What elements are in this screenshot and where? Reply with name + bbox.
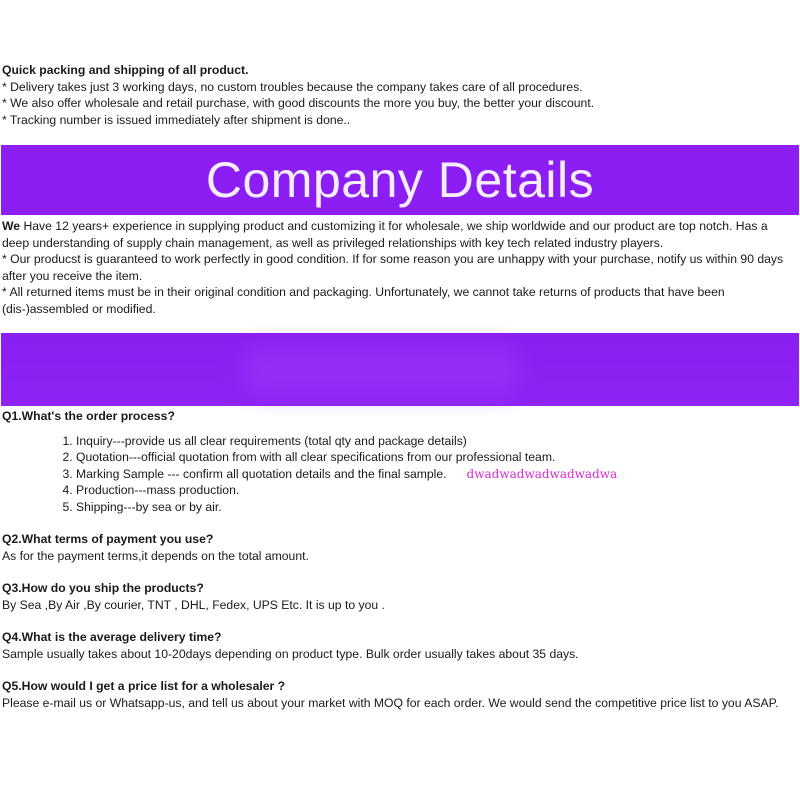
company-returns-paragraph: * All returned items must be in their original condition and packaging. Unfortunately, we cannot take returns of products that have been (dis-)assembled or modified. [2,285,725,316]
faq-item-shipping [2,580,798,613]
faq-item-price-list [2,678,798,711]
order-step-inquiry [76,433,798,450]
shipping-line-delivery: * Delivery takes just 3 working days, no custom troubles because the company takes care of all procedures. [2,79,583,94]
order-step-label: Quotation---official quotation from with all clear specifications from our professional team. [76,450,556,464]
order-step-label: Inquiry---provide us all clear requirements (total qty and package details) [76,433,467,448]
order-step-label: Production---mass production. [76,483,240,497]
faq-answer-2: As for the payment terms,it depends on the total amount. [2,548,309,563]
watermark-text: dwadwadwadwadwadwa [466,466,618,481]
company-lead-text: Have 12 years+ experience in supplying product and customizing it for wholesale, we ship worldwide and our product are top notch. Has a deep understanding of supply chain management, as well as privileged relationships with key tech related industry players. [2,219,768,250]
faq-item-payment [2,531,798,564]
order-step-sample [76,466,798,483]
faq-section [2,408,798,711]
company-guarantee-paragraph: * Our producst is guaranteed to work perfectly in good condition. If for some reason you are unhappy with your purchase, notify us within 90 days after you receive the item. [2,252,784,283]
faq-item-delivery-time [2,629,798,662]
company-lead-word: We [2,219,21,233]
order-step-shipping [76,499,798,516]
banner-glow [241,345,521,395]
faq-answer-4: Sample usually takes about 10-20days depending on product type. Bulk order usually takes about 35 days. [2,646,579,661]
company-details-section [2,218,798,317]
order-step-label: Marking Sample --- confirm all quotation details and the final sample. [76,466,447,481]
faq-answer-3: By Sea ,By Air ,By courier, TNT , DHL, Fedex, UPS Etc. It is up to you . [2,597,385,612]
faq-question-5: Q5.How would I get a price list for a wholesaler ? [2,679,286,693]
shipping-heading: Quick packing and shipping of all product. [2,63,249,77]
company-details-banner [1,145,799,215]
order-step-production [76,482,798,499]
faq-question-1: Q1.What's the order process? [2,409,175,423]
shipping-section [2,62,798,128]
order-step-label: Shipping---by sea or by air. [76,499,222,514]
decorative-banner [1,333,799,406]
shipping-line-wholesale: * We also offer wholesale and retail purchase, with good discounts the more you buy, the better your discount. [2,96,595,110]
order-process-list [2,433,798,516]
faq-question-4: Q4.What is the average delivery time? [2,630,222,644]
faq-question-3: Q3.How do you ship the products? [2,581,204,595]
faq-answer-5: Please e-mail us or Whatsapp-us, and tell us about your market with MOQ for each order. We would send the competitive price list to you ASAP. [2,695,779,710]
order-step-quotation [76,449,798,466]
shipping-line-tracking: * Tracking number is issued immediately after shipment is done.. [2,112,351,127]
banner-title: Company Details [205,152,595,208]
company-experience-paragraph [2,218,798,251]
faq-question-2: Q2.What terms of payment you use? [2,532,214,546]
